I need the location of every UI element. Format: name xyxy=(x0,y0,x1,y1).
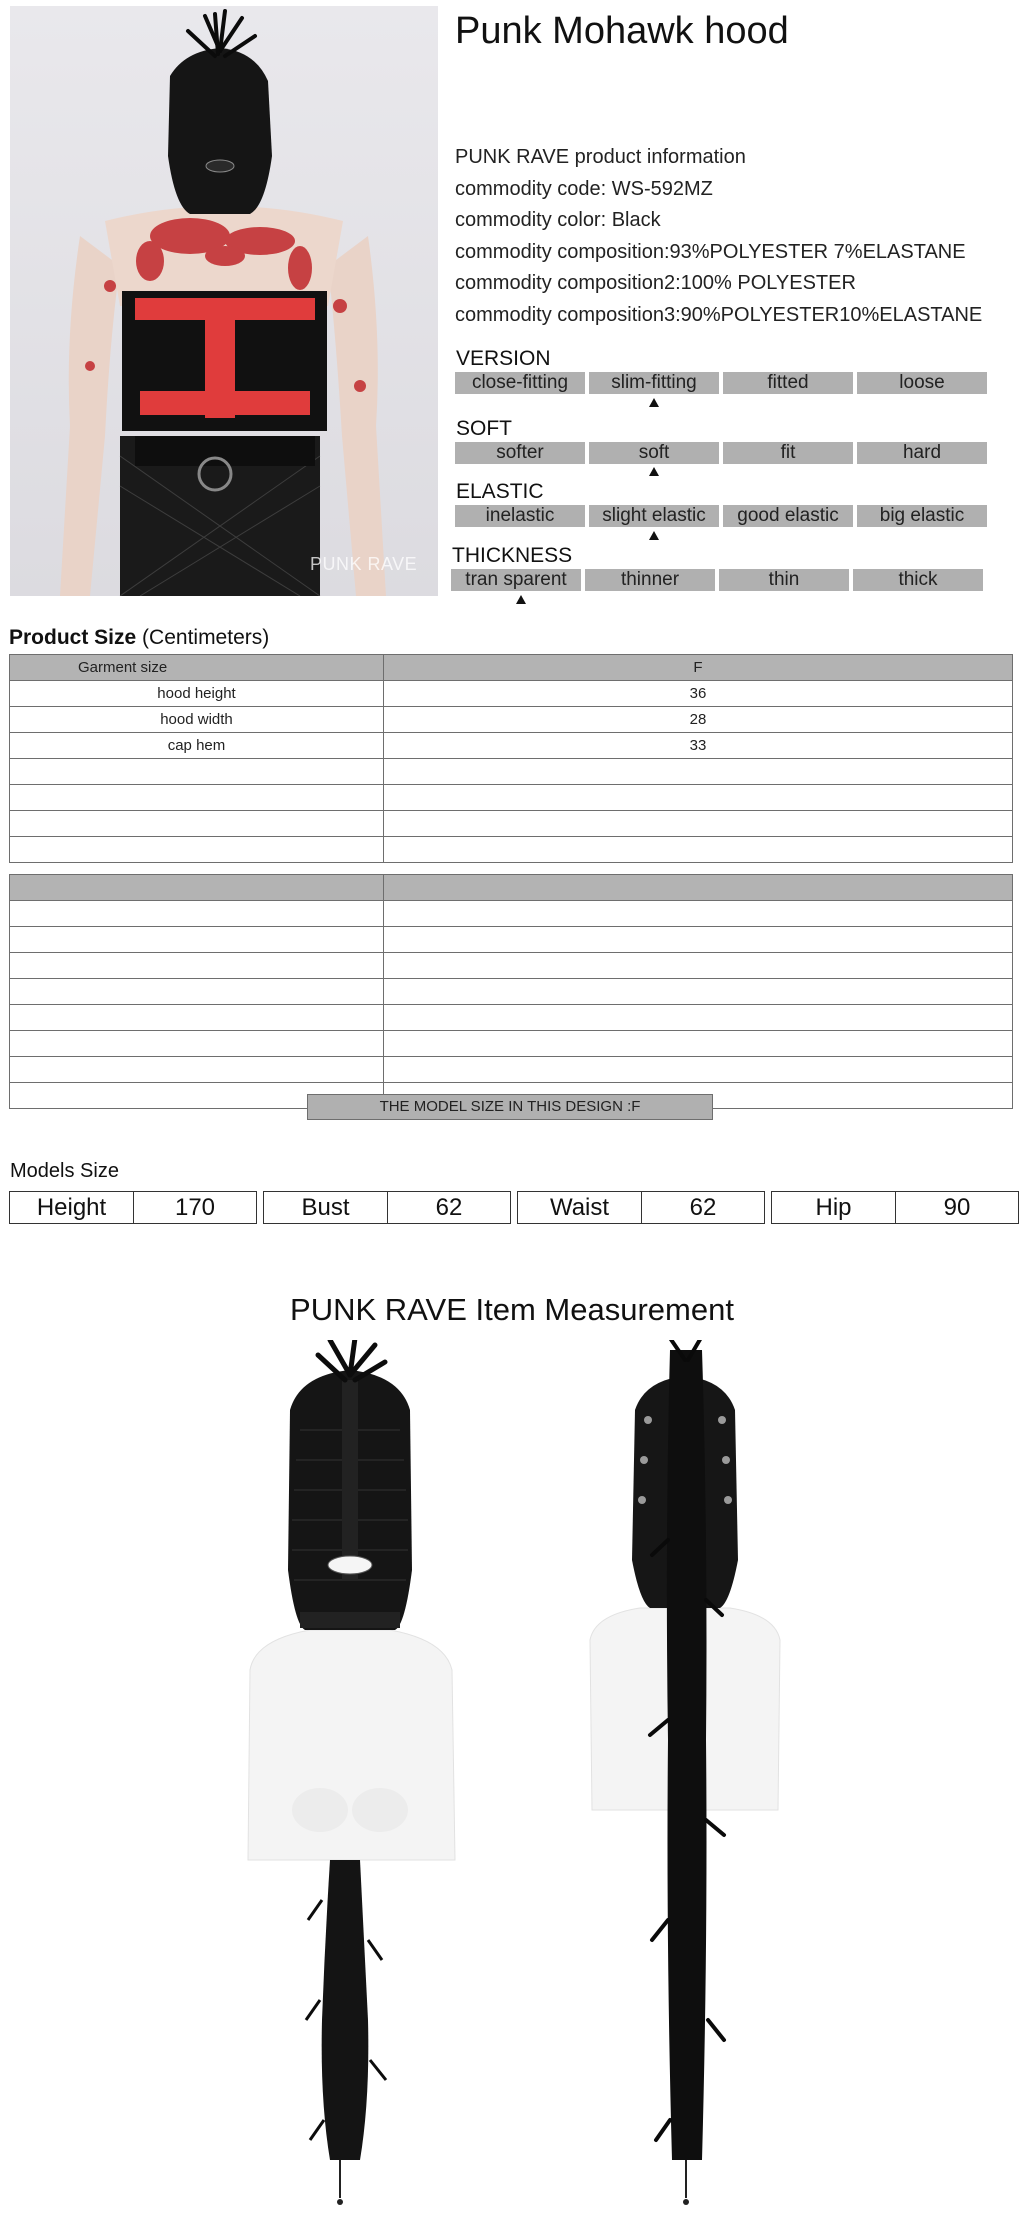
table-row xyxy=(10,837,1013,863)
info-comp3-row xyxy=(455,300,982,332)
table-cell: hood height xyxy=(10,681,384,707)
soft-option: softer xyxy=(455,442,585,464)
table-header-row xyxy=(10,655,1013,681)
product-photo xyxy=(10,6,438,596)
table-row xyxy=(10,1005,1013,1031)
info-comp2-label: commodity composition2: xyxy=(455,272,681,294)
soft-scale xyxy=(455,442,987,464)
models-size-title: Models Size xyxy=(10,1160,119,1182)
info-color-label: commodity color: xyxy=(455,209,607,231)
info-color-value: Black xyxy=(611,209,661,231)
table-cell xyxy=(10,979,384,1005)
table-row xyxy=(10,953,1013,979)
version-scale xyxy=(455,372,987,394)
table-cell: 33 xyxy=(384,733,1013,759)
table-cell xyxy=(10,759,384,785)
table-cell xyxy=(384,759,1013,785)
table-cell xyxy=(384,927,1013,953)
table-cell: 36 xyxy=(384,681,1013,707)
table-row xyxy=(10,707,1013,733)
table-cell xyxy=(10,811,384,837)
elastic-option: big elastic xyxy=(857,505,987,527)
table-row xyxy=(10,1057,1013,1083)
model-size-note: THE MODEL SIZE IN THIS DESIGN :F xyxy=(307,1094,713,1120)
info-code-row xyxy=(455,174,982,206)
table-header-cell xyxy=(10,875,384,901)
table-cell xyxy=(384,1057,1013,1083)
table-cell xyxy=(384,1031,1013,1057)
thickness-label: THICKNESS xyxy=(452,544,573,567)
info-comp2-value: 100% POLYESTER xyxy=(680,272,856,294)
thickness-option: thin xyxy=(719,569,849,591)
table-cell xyxy=(384,785,1013,811)
info-code-value: WS-592MZ xyxy=(611,177,713,200)
model-measure-value: 90 xyxy=(895,1192,1018,1223)
info-heading: PUNK RAVE product information xyxy=(455,146,746,168)
table-header-cell xyxy=(384,875,1013,901)
version-label: VERSION xyxy=(456,347,551,370)
info-color-row xyxy=(455,205,982,237)
soft-label: SOFT xyxy=(456,417,512,440)
soft-option: fit xyxy=(723,442,853,464)
table-row xyxy=(10,759,1013,785)
table-cell xyxy=(10,927,384,953)
table-row xyxy=(10,927,1013,953)
table-row xyxy=(10,901,1013,927)
table-cell xyxy=(384,901,1013,927)
info-comp3-label: commodity composition3: xyxy=(455,303,681,326)
model-measure-value: 62 xyxy=(387,1192,510,1223)
table-cell xyxy=(10,1005,384,1031)
table-cell xyxy=(10,953,384,979)
size-table-title xyxy=(9,626,269,650)
table-cell: 28 xyxy=(384,707,1013,733)
product-back-view xyxy=(580,1340,800,2215)
elastic-option: good elastic xyxy=(723,505,853,527)
soft-option: soft xyxy=(589,442,719,464)
table-cell xyxy=(10,1031,384,1057)
soft-marker-icon xyxy=(649,467,659,476)
soft-option: hard xyxy=(857,442,987,464)
thickness-marker-icon xyxy=(516,595,526,604)
model-measure-value: 62 xyxy=(641,1192,764,1223)
version-option: slim-fitting xyxy=(589,372,719,394)
product-info xyxy=(455,142,982,331)
thickness-scale xyxy=(451,569,983,591)
model-bust-pair xyxy=(263,1191,511,1224)
model-measure-label: Height xyxy=(36,1194,107,1221)
table-cell: hood width xyxy=(10,707,384,733)
table-cell xyxy=(10,785,384,811)
table-row xyxy=(10,811,1013,837)
model-measure-label: Hip xyxy=(815,1194,852,1221)
table-cell xyxy=(10,1057,384,1083)
table-row xyxy=(10,681,1013,707)
info-comp1-row xyxy=(455,237,982,269)
size-table-title-bold: Product Size xyxy=(9,626,137,649)
product-front-view xyxy=(230,1340,470,2215)
model-hip-pair xyxy=(771,1191,1019,1224)
version-option: fitted xyxy=(723,372,853,394)
model-measure-value: 170 xyxy=(133,1192,256,1223)
thickness-option: thinner xyxy=(585,569,715,591)
table-header-cell: Garment size xyxy=(10,655,384,681)
info-code-label: commodity code: xyxy=(455,177,607,200)
product-title: Punk Mohawk hood xyxy=(455,10,789,52)
photo-watermark: PUNK RAVE xyxy=(310,554,418,574)
model-measure-label: Bust xyxy=(301,1194,350,1221)
table-cell xyxy=(10,901,384,927)
table-row xyxy=(10,733,1013,759)
size-table-title-unit: (Centimeters) xyxy=(142,626,270,649)
info-comp1-label: commodity composition: xyxy=(455,240,670,263)
info-comp3-value: 90%POLYESTER10%ELASTANE xyxy=(680,303,983,326)
table-cell: cap hem xyxy=(10,733,384,759)
model-measure-label: Waist xyxy=(549,1194,610,1221)
table-row xyxy=(10,979,1013,1005)
table-cell xyxy=(384,811,1013,837)
models-size-row xyxy=(9,1191,1019,1224)
table-cell xyxy=(384,979,1013,1005)
model-height-pair xyxy=(9,1191,257,1224)
elastic-option: inelastic xyxy=(455,505,585,527)
table-header-row xyxy=(10,875,1013,901)
info-comp2-row xyxy=(455,268,982,300)
thickness-option: thick xyxy=(853,569,983,591)
table-row xyxy=(10,1031,1013,1057)
table-row xyxy=(10,785,1013,811)
table-cell xyxy=(384,837,1013,863)
elastic-scale xyxy=(455,505,987,527)
table-cell xyxy=(10,837,384,863)
model-waist-pair xyxy=(517,1191,765,1224)
table-cell xyxy=(384,953,1013,979)
info-comp1-value: 93%POLYESTER 7%ELASTANE xyxy=(669,240,966,263)
elastic-label: ELASTIC xyxy=(456,480,544,503)
version-option: loose xyxy=(857,372,987,394)
measurement-title: PUNK RAVE Item Measurement xyxy=(290,1292,734,1327)
elastic-option: slight elastic xyxy=(589,505,719,527)
secondary-size-table xyxy=(9,874,1013,1109)
thickness-option: tran sparent xyxy=(451,569,581,591)
version-marker-icon xyxy=(649,398,659,407)
elastic-marker-icon xyxy=(649,531,659,540)
version-option: close-fitting xyxy=(455,372,585,394)
table-header-cell: F xyxy=(384,655,1013,681)
product-size-table xyxy=(9,654,1013,863)
table-cell xyxy=(384,1005,1013,1031)
